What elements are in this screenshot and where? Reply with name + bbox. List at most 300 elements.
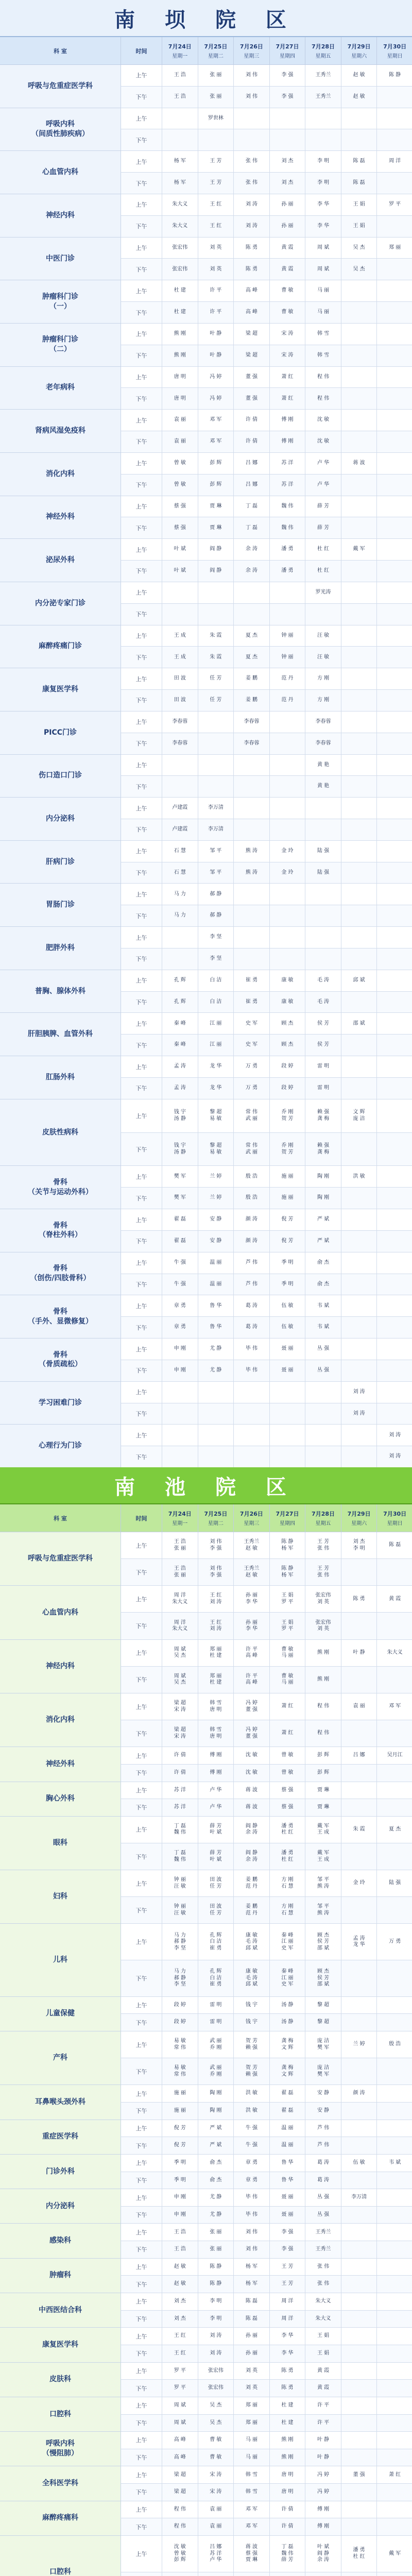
header-date: 7月30日 [383, 1511, 407, 1517]
doctor-cell [305, 948, 341, 970]
doctor-cell [377, 2137, 412, 2155]
doctor-cell: 彭 辉 [198, 453, 234, 474]
doctor-cell [341, 1667, 377, 1693]
doctor-cell [341, 2137, 377, 2155]
doctor-cell: 芦 伟 [305, 2120, 341, 2138]
doctor-cell: 段 婷 [270, 1078, 306, 1099]
doctor-cell: 丁 磊 [234, 517, 270, 539]
session-time: 下午 [121, 776, 162, 798]
session-time: 下午 [121, 561, 162, 582]
doctor-cell: 刘 英 [234, 2380, 270, 2397]
doctor-cell: 章 勇 [234, 2155, 270, 2172]
doctor-cell [377, 453, 412, 474]
doctor-cell [377, 948, 412, 970]
session-time: 下午 [121, 2172, 162, 2190]
doctor-cell: 丁 磊 [234, 496, 270, 518]
doctor-cell: 孟 涛 龙 华 [341, 1924, 377, 1960]
doctor-cell: 程 伟 [305, 1693, 341, 1720]
doctor-cell [198, 582, 234, 604]
doctor-cell: 李春蓉 [162, 711, 198, 733]
doctor-cell: 张宏伟 刘 英 [305, 1586, 341, 1613]
doctor-cell [341, 2207, 377, 2224]
doctor-cell [341, 2120, 377, 2138]
doctor-cell: 卢 华 [198, 1799, 234, 1817]
header-weekday: 星期五 [315, 54, 331, 59]
session-time: 上午 [121, 841, 162, 862]
doctor-cell: 姜 鹏 范 丹 [234, 1897, 270, 1924]
doctor-cell [341, 2449, 377, 2467]
doctor-cell: 沈 敏 [234, 1765, 270, 1782]
doctor-cell: 江 丽 [198, 1013, 234, 1035]
header-weekday: 星期六 [351, 54, 367, 59]
doctor-cell: 许 倩 [234, 431, 270, 453]
doctor-cell: 汪 敏 [305, 647, 341, 668]
header-date: 7月24日 [168, 43, 192, 50]
doctor-cell: 刘 英 [198, 238, 234, 259]
session-time: 上午 [121, 711, 162, 733]
doctor-cell [234, 604, 270, 625]
doctor-cell [341, 388, 377, 410]
department-name: 肿瘤科门诊 （一） [0, 280, 121, 324]
doctor-cell: 陈 勇 [234, 259, 270, 280]
doctor-cell: 俞 杰 [198, 2172, 234, 2190]
doctor-cell: 傅 刚 [270, 410, 306, 431]
doctor-cell: 唐 明 [162, 367, 198, 388]
doctor-cell: 周 斌 [305, 259, 341, 280]
department-name: 康复医学科 [0, 668, 121, 711]
doctor-cell: 孟 涛 [162, 1078, 198, 1099]
doctor-cell: 邓 军 [234, 2518, 270, 2536]
doctor-cell: 周 斌 [305, 238, 341, 259]
header-weekday: 星期日 [387, 54, 403, 59]
session-time: 上午 [121, 1166, 162, 1188]
doctor-cell: 万 勇 [234, 1056, 270, 1078]
doctor-cell [270, 948, 306, 970]
doctor-cell: 田 波 [162, 668, 198, 690]
doctor-cell [341, 2345, 377, 2363]
doctor-cell: 金 玲 [341, 1870, 377, 1897]
doctor-cell: 武 丽 乔 刚 [198, 2058, 234, 2085]
doctor-cell: 马 力 [162, 905, 198, 927]
doctor-cell: 秦 峰 [162, 1035, 198, 1056]
doctor-cell [270, 1403, 306, 1425]
doctor-cell [341, 2058, 377, 2085]
doctor-cell: 叶 静 [305, 2432, 341, 2449]
doctor-cell: 倪 芳 [270, 1209, 306, 1231]
doctor-cell: 吕 娜 苏 洋 卢 华 [198, 2536, 234, 2572]
doctor-cell: 安 静 [198, 1209, 234, 1231]
doctor-cell [341, 431, 377, 453]
doctor-cell: 庞 洁 樊 军 [305, 2031, 341, 2058]
doctor-cell [377, 259, 412, 280]
session-time: 下午 [121, 690, 162, 711]
department-name: 伤口造口门诊 [0, 755, 121, 798]
doctor-cell [341, 755, 377, 776]
nanba-campus-title: 南 坝 院 区 [0, 0, 412, 37]
doctor-cell [377, 2572, 412, 2576]
session-time: 上午 [121, 324, 162, 345]
doctor-cell: 殷 浩 [234, 1166, 270, 1188]
doctor-cell: 高 峰 [162, 2449, 198, 2467]
doctor-cell: 聂 丽 [270, 2189, 306, 2207]
department-name: 学习困难门诊 [0, 1382, 121, 1425]
header-time: 时间 [121, 37, 162, 65]
doctor-cell [162, 604, 198, 625]
doctor-cell: 李 华 [305, 194, 341, 216]
doctor-cell: 王秀兰 赵 敏 [234, 1559, 270, 1586]
doctor-cell: 刘 伟 [234, 2241, 270, 2259]
doctor-cell: 潘 勇 杜 红 [270, 1843, 306, 1870]
doctor-cell: 田 波 [162, 690, 198, 711]
doctor-cell: 陶 刚 [305, 1166, 341, 1188]
doctor-cell [341, 2259, 377, 2276]
doctor-cell [341, 668, 377, 690]
session-time: 下午 [121, 129, 162, 151]
doctor-cell: 叶 静 [198, 345, 234, 367]
doctor-cell [377, 1166, 412, 1188]
doctor-cell: 申 刚 [162, 2207, 198, 2224]
doctor-cell: 张宏伟 [198, 2363, 234, 2380]
doctor-cell [305, 129, 341, 151]
doctor-cell [234, 1382, 270, 1403]
doctor-cell: 蔡 强 [162, 496, 198, 518]
header-weekday: 星期四 [279, 54, 295, 59]
header-day [234, 37, 270, 65]
doctor-cell: 杜 建 [162, 280, 198, 302]
doctor-cell: 王 红 刘 涛 [198, 1586, 234, 1613]
doctor-cell: 熊 刚 [270, 2432, 306, 2449]
doctor-cell: 韩 雪 [305, 345, 341, 367]
doctor-cell [305, 1382, 341, 1403]
session-time: 下午 [121, 2014, 162, 2031]
header-day [162, 1504, 198, 1532]
doctor-cell [377, 517, 412, 539]
header-date: 7月25日 [204, 1511, 228, 1517]
doctor-cell: 韩 雪 [305, 324, 341, 345]
doctor-cell: 许 倩 [270, 2518, 306, 2536]
department-name: 皮肤科 [0, 2363, 121, 2397]
header-day [377, 37, 412, 65]
department-name: 骨科 （关节与运动外科） [0, 1166, 121, 1209]
doctor-cell: 曾 敏 [162, 453, 198, 474]
doctor-cell: 孔 辉 白 洁 崔 勇 [198, 1924, 234, 1960]
doctor-cell: 李 坚 [198, 948, 234, 970]
session-time: 上午 [121, 755, 162, 776]
doctor-cell: 钱 宇 [234, 1997, 270, 2014]
header-day [234, 1504, 270, 1532]
doctor-cell [270, 129, 306, 151]
doctor-cell: 武 丽 乔 刚 [198, 2031, 234, 2058]
department-name: 肿瘤科 [0, 2259, 121, 2293]
session-time: 下午 [121, 2484, 162, 2501]
doctor-cell: 蒋 波 蔡 强 贾 琳 [234, 2536, 270, 2572]
doctor-cell [341, 1997, 377, 2014]
doctor-cell: 曾 敏 [270, 1765, 306, 1782]
department-name: 心血管内科 [0, 1586, 121, 1639]
doctor-cell [162, 1425, 198, 1446]
doctor-cell: 汪 敏 [305, 625, 341, 647]
doctor-cell: 阎 静 余 涛 [234, 1843, 270, 1870]
doctor-cell: 刘 涛 [234, 216, 270, 238]
session-time: 下午 [121, 604, 162, 625]
doctor-cell [198, 1425, 234, 1446]
doctor-cell: 牛 强 [234, 2120, 270, 2138]
doctor-cell: 程 伟 [305, 388, 341, 410]
doctor-cell [341, 2224, 377, 2241]
doctor-cell: 赖 强 龚 梅 [305, 1133, 341, 1166]
doctor-cell: 钟 丽 [270, 647, 306, 668]
session-time: 下午 [121, 1799, 162, 1817]
doctor-cell [377, 2380, 412, 2397]
doctor-cell: 石 慧 [162, 862, 198, 884]
doctor-cell [341, 1274, 377, 1296]
doctor-cell: 常 伟 武 丽 [234, 1099, 270, 1133]
doctor-cell: 苏 洋 [270, 474, 306, 496]
doctor-cell: 季 明 [270, 1252, 306, 1274]
doctor-cell [341, 129, 377, 151]
session-time: 下午 [121, 474, 162, 496]
doctor-cell: 秦 峰 江 丽 史 军 [270, 1960, 306, 1997]
doctor-cell [162, 129, 198, 151]
doctor-cell [341, 2397, 377, 2415]
doctor-cell [377, 1765, 412, 1782]
doctor-cell [270, 776, 306, 798]
department-name: 心理行为门诊 [0, 1425, 121, 1468]
doctor-cell [377, 280, 412, 302]
doctor-cell: 苏 洋 [270, 453, 306, 474]
doctor-cell: 史 军 [234, 1013, 270, 1035]
doctor-cell [341, 2484, 377, 2501]
session-time: 上午 [121, 1997, 162, 2014]
doctor-cell: 傅 刚 [198, 1747, 234, 1765]
doctor-cell: 薛 芳 叶 斌 [198, 1843, 234, 1870]
doctor-cell: 周 斌 [162, 2397, 198, 2415]
doctor-cell: 朱大义 [305, 2293, 341, 2311]
doctor-cell: 刘 伟 李 强 [198, 1559, 234, 1586]
doctor-cell [377, 1317, 412, 1338]
doctor-cell: 萧 红 [270, 388, 306, 410]
doctor-cell: 严 斌 [305, 1209, 341, 1231]
session-time: 下午 [121, 1613, 162, 1639]
doctor-cell: 李 强 [270, 65, 306, 87]
session-time: 上午 [121, 1425, 162, 1446]
doctor-cell: 梁 超 宋 涛 [162, 1693, 198, 1720]
doctor-cell: 丁 磊 魏 伟 [162, 1817, 198, 1843]
doctor-cell: 乔 刚 贺 芳 [270, 1133, 306, 1166]
doctor-cell: 叶 静 [305, 2449, 341, 2467]
doctor-cell: 熊 刚 [162, 345, 198, 367]
doctor-cell: 戴 军 王 成 [305, 1843, 341, 1870]
doctor-cell [377, 1997, 412, 2014]
doctor-cell: 董 强 [234, 388, 270, 410]
doctor-cell: 尤 静 [198, 2207, 234, 2224]
doctor-cell: 黄 霞 [270, 259, 306, 280]
doctor-cell [377, 1013, 412, 1035]
doctor-cell: 兰 婷 [198, 1188, 234, 1209]
doctor-cell: 兰 婷 [341, 2031, 377, 2058]
doctor-cell: 郝 静 [198, 884, 234, 905]
doctor-cell: 熊 刚 [162, 324, 198, 345]
doctor-cell [270, 755, 306, 776]
doctor-cell: 曹 敏 [270, 302, 306, 324]
doctor-cell [270, 1425, 306, 1446]
department-name: 妇科 [0, 1870, 121, 1924]
doctor-cell: 戴 军 [341, 539, 377, 561]
doctor-cell: 申 刚 [162, 1338, 198, 1360]
doctor-cell [377, 2518, 412, 2536]
doctor-cell: 马 丽 [305, 302, 341, 324]
doctor-cell: 孟 涛 [162, 1056, 198, 1078]
doctor-cell [234, 2572, 270, 2576]
doctor-cell: 俞 杰 [198, 2155, 234, 2172]
doctor-cell: 王 娟 罗 平 [270, 1586, 306, 1613]
doctor-cell [377, 561, 412, 582]
doctor-cell: 张宏伟 [198, 2380, 234, 2397]
doctor-cell: 陶 刚 [305, 1188, 341, 1209]
doctor-cell: 李 明 [305, 151, 341, 173]
doctor-cell: 叶 静 [341, 1640, 377, 1667]
doctor-cell [377, 2415, 412, 2432]
doctor-cell [377, 1099, 412, 1133]
doctor-cell: 季 明 [270, 1274, 306, 1296]
doctor-cell: 翟 磊 [270, 2103, 306, 2120]
doctor-cell: 卢建霞 [162, 798, 198, 819]
doctor-cell [305, 798, 341, 819]
session-time: 下午 [121, 388, 162, 410]
doctor-cell: 姜 鹏 [234, 668, 270, 690]
doctor-cell: 赵 敏 [341, 87, 377, 108]
doctor-cell: 卢 华 [198, 1782, 234, 1800]
doctor-cell [377, 345, 412, 367]
doctor-cell: 翟 磊 [270, 2085, 306, 2103]
doctor-cell: 马 力 郝 静 李 坚 [162, 1924, 198, 1960]
doctor-cell: 陈 勇 [234, 238, 270, 259]
doctor-cell: 倪 芳 [270, 1231, 306, 1252]
doctor-cell: 刘 杰 [270, 151, 306, 173]
doctor-cell: 刘 英 [234, 2363, 270, 2380]
doctor-cell [341, 1209, 377, 1231]
session-time: 上午 [121, 2120, 162, 2138]
department-name: 麻醉疼痛门诊 [0, 625, 121, 669]
doctor-cell: 吕 娜 [341, 1747, 377, 1765]
doctor-cell [377, 1133, 412, 1166]
doctor-cell: 钱 宇 汤 静 [162, 1099, 198, 1133]
doctor-cell: 朱大义 [162, 194, 198, 216]
doctor-cell: 王秀兰 赵 敏 [234, 1532, 270, 1559]
doctor-cell: 白 洁 [198, 970, 234, 992]
doctor-cell [377, 367, 412, 388]
doctor-cell: 丁 磊 魏 伟 薛 芳 [270, 2536, 306, 2572]
doctor-cell [341, 905, 377, 927]
session-time: 下午 [121, 2518, 162, 2536]
doctor-cell [234, 819, 270, 841]
doctor-cell: 邹 平 熊 涛 [305, 1870, 341, 1897]
doctor-cell: 许 平 [305, 2397, 341, 2415]
doctor-cell: 鲁 华 [270, 2155, 306, 2172]
doctor-cell: 洪 敏 [234, 2085, 270, 2103]
nanba-schedule-table [0, 37, 412, 1468]
doctor-cell: 冯 婷 [198, 367, 234, 388]
doctor-cell: 冯 婷 董 强 [234, 1693, 270, 1720]
doctor-cell: 萧 红 [270, 1720, 306, 1747]
session-time: 下午 [121, 431, 162, 453]
session-time: 下午 [121, 2137, 162, 2155]
doctor-cell: 王 浩 [162, 87, 198, 108]
doctor-cell [341, 324, 377, 345]
department-name: 感染科 [0, 2224, 121, 2258]
department-name: 口腔科 [0, 2397, 121, 2432]
doctor-cell [377, 755, 412, 776]
doctor-cell: 王 成 [162, 647, 198, 668]
doctor-cell: 周 斌 吴 杰 [162, 1640, 198, 1667]
doctor-cell: 方 刚 石 慧 [270, 1870, 306, 1897]
doctor-cell: 毛 涛 [305, 992, 341, 1013]
doctor-cell: 陈 静 [198, 2276, 234, 2293]
session-time: 上午 [121, 1099, 162, 1133]
doctor-cell: 夏 杰 [234, 625, 270, 647]
doctor-cell: 陈 勇 [270, 2363, 306, 2380]
department-name: 肿瘤科门诊 （二） [0, 324, 121, 367]
doctor-cell: 吴 杰 [341, 238, 377, 259]
doctor-cell: 吴 杰 [198, 2397, 234, 2415]
doctor-cell: 安 静 [305, 2103, 341, 2120]
doctor-cell: 郑 丽 杜 建 [198, 1640, 234, 1667]
session-time: 下午 [121, 2207, 162, 2224]
department-name: 老年病科 [0, 367, 121, 410]
doctor-cell: 杨 军 [162, 173, 198, 194]
doctor-cell: 吴月江 [377, 1747, 412, 1765]
doctor-cell [305, 819, 341, 841]
doctor-cell: 王 娟 [341, 216, 377, 238]
department-name: 肛肠外科 [0, 1056, 121, 1099]
doctor-cell [341, 2328, 377, 2345]
department-name: 呼吸与危重症医学科 [0, 65, 121, 108]
doctor-cell: 唐 明 [270, 2484, 306, 2501]
doctor-cell: 黎 超 易 敏 [198, 1133, 234, 1166]
department-name: 中西医结合科 [0, 2293, 121, 2328]
doctor-cell: 施 丽 [162, 2085, 198, 2103]
doctor-cell [377, 1360, 412, 1382]
session-time: 上午 [121, 1252, 162, 1274]
doctor-cell: 贾 琳 [198, 496, 234, 518]
doctor-cell: 颜 涛 [234, 1209, 270, 1231]
doctor-cell: 夏 杰 [234, 647, 270, 668]
doctor-cell [341, 2241, 377, 2259]
doctor-cell: 吴 杰 [198, 2415, 234, 2432]
doctor-cell: 傅 刚 [305, 2501, 341, 2519]
session-time: 上午 [121, 194, 162, 216]
doctor-cell: 钟 丽 汪 敏 [162, 1870, 198, 1897]
doctor-cell: 康 敏 毛 涛 邱 斌 [234, 1960, 270, 1997]
doctor-cell [341, 625, 377, 647]
doctor-cell [377, 1667, 412, 1693]
session-time: 上午 [121, 2397, 162, 2415]
doctor-cell: 雷 明 [198, 1997, 234, 2014]
session-time: 下午 [121, 1765, 162, 1782]
doctor-cell: 倪 芳 [162, 2120, 198, 2138]
doctor-cell: 顾 杰 侯 芳 邵 斌 [305, 1924, 341, 1960]
doctor-cell: 程 伟 [162, 2518, 198, 2536]
doctor-cell: 袁 丽 [341, 1693, 377, 1720]
doctor-cell: 曹 敏 [198, 2449, 234, 2467]
doctor-cell [270, 819, 306, 841]
doctor-cell: 魏 伟 [270, 496, 306, 518]
doctor-cell [377, 884, 412, 905]
doctor-cell [377, 1782, 412, 1800]
doctor-cell [377, 1559, 412, 1586]
department-name: 麻醉疼痛科 [0, 2501, 121, 2536]
doctor-cell [341, 2293, 377, 2311]
